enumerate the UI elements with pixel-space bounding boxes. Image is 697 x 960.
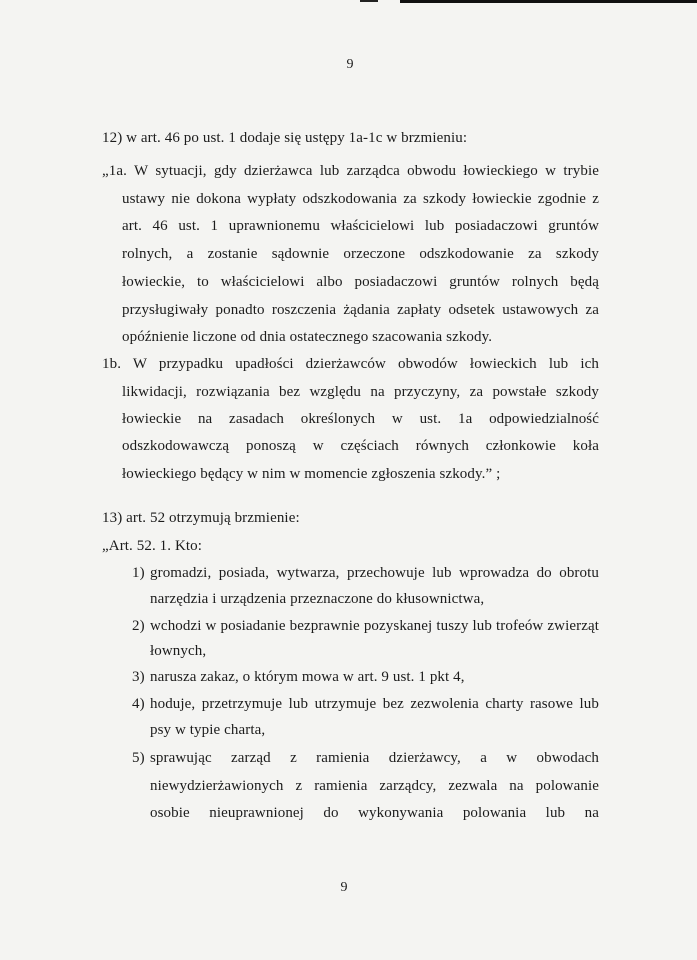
list-item-number: 3) <box>132 669 145 685</box>
list-item-line: hoduje, przetrzymuje lub utrzymuje bez zezwolenia charty rasowe lub <box>150 696 599 712</box>
list-item-line: narusza zakaz, o którym mowa w art. 9 ust. 1 pkt 4, <box>150 669 465 685</box>
scan-artifact-dash <box>360 0 378 2</box>
footer-page-number: 9 <box>340 880 348 895</box>
paragraph-1b-line: 1b. W przypadku upadłości dzierżawców obwodów łowieckich lub ich <box>102 356 599 372</box>
paragraph-1b-line: łowieckiego będący w nim w momencie zgłoszenia szkody.” ; <box>122 466 501 482</box>
list-item-number: 1) <box>132 565 145 581</box>
article-52-heading: „Art. 52. 1. Kto: <box>102 538 203 554</box>
paragraph-1b-line: likwidacji, rozwiązania bez względu na przyczyny, za powstałe szkody <box>122 384 599 400</box>
paragraph-1a-line: „1a. W sytuacji, gdy dzierżawca lub zarządca obwodu łowieckiego w trybie <box>102 163 599 179</box>
list-item-line: narzędzia i urządzenia przeznaczone do kłusownictwa, <box>150 591 485 607</box>
list-item-line: sprawując zarząd z ramienia dzierżawcy, a w obwodach <box>150 750 599 766</box>
header-page-number: 9 <box>346 57 354 72</box>
list-item-line: osobie nieuprawnionej do wykonywania polowania lub na <box>150 805 599 821</box>
paragraph-1b-line: łowieckie na zasadach określonych w ust. 1a odpowiedzialność <box>122 411 599 427</box>
list-item-number: 4) <box>132 696 145 712</box>
list-item-line: niewydzierżawionych z ramienia zarządcy, zezwala na polowanie <box>150 778 599 794</box>
paragraph-1a-line: opóźnienie liczone od dnia ostatecznego szacowania szkody. <box>122 329 493 345</box>
list-item-line: wchodzi w posiadanie bezprawnie pozyskanej tuszy lub trofeów zwierząt <box>150 618 599 634</box>
paragraph-1a-line: ustawy nie dokona wypłaty odszkodowania za szkody łowieckie zgodnie z <box>122 191 599 207</box>
list-item-line: łownych, <box>150 643 207 659</box>
paragraph-1a-line: przysługiwały ponadto roszczenia żądania zapłaty odsetek ustawowych za <box>122 302 599 318</box>
top-border-line <box>400 0 697 3</box>
list-item-line: psy w typie charta, <box>150 722 266 738</box>
paragraph-1b-line: odszkodowawczą ponoszą w częściach równych członkowie koła <box>122 438 599 454</box>
section-12-intro: 12) w art. 46 po ust. 1 dodaje się ustępy 1a-1c w brzmieniu: <box>102 130 468 146</box>
list-item-line: gromadzi, posiada, wytwarza, przechowuje lub wprowadza do obrotu <box>150 565 599 581</box>
paragraph-1a-line: łowieckie, to właścicielowi albo posiadaczowi gruntów rolnych będą <box>122 274 599 290</box>
paragraph-1a-line: rolnych, a zostanie sądownie orzeczone odszkodowanie za szkody <box>122 246 599 262</box>
paragraph-1a-line: art. 46 ust. 1 uprawnionemu właścicielowi lub posiadaczowi gruntów <box>122 218 599 234</box>
section-13-intro: 13) art. 52 otrzymują brzmienie: <box>102 510 300 526</box>
list-item-number: 5) <box>132 750 145 766</box>
list-item-number: 2) <box>132 618 145 634</box>
